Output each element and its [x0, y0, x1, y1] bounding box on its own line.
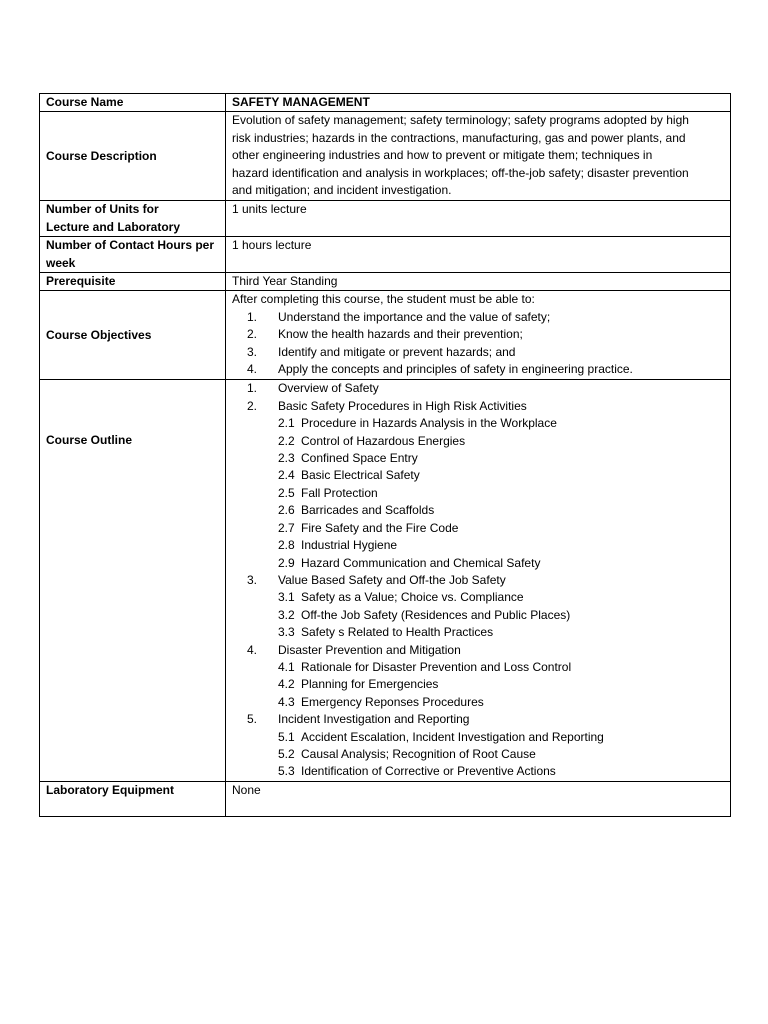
outline-section: [232, 398, 724, 415]
objective-number: 3.: [246, 344, 257, 359]
outline-subitem-text: Fall Protection: [301, 485, 378, 500]
outline-subitem-text: Planning for Emergencies: [301, 677, 439, 692]
outline-subitem-text: Rationale for Disaster Prevention and Loss Control: [301, 659, 572, 674]
description-line: risk industries; hazards in the contractions, manufacturing, gas and power plants, and: [232, 130, 686, 145]
outline-subitem-number: 3.3: [278, 625, 295, 640]
course-name-label: Course Name: [40, 94, 226, 112]
contact-hours-label: [40, 237, 226, 273]
units-label: [40, 201, 226, 237]
outline-section: [232, 380, 724, 397]
outline-subitem-number: 5.3: [278, 764, 295, 779]
lab-equipment-label: Laboratory Equipment: [40, 781, 226, 816]
objective-text: Understand the importance and the value of safety;: [278, 309, 551, 324]
outline-subitem: [232, 694, 724, 711]
outline-subitem-text: Safety as a Value; Choice vs. Compliance: [301, 590, 524, 605]
row-contact-hours: [40, 237, 731, 273]
outline-subitem-text: Causal Analysis; Recognition of Root Cause: [301, 746, 536, 761]
outline-subitem-text: Off-the Job Safety (Residences and Public Places): [301, 607, 571, 622]
outline-subitem-number: 3.1: [278, 590, 295, 605]
outline-subitem-text: Basic Electrical Safety: [301, 468, 420, 483]
outline-subitem: [232, 659, 724, 676]
outline-subitem-number: 4.2: [278, 677, 295, 692]
description-line: other engineering industries and how to prevent or mitigate them; techniques in: [232, 148, 653, 163]
outline-subitem-number: 4.1: [278, 659, 295, 674]
units-label-line: Number of Units for: [46, 202, 159, 217]
course-name-value: SAFETY MANAGEMENT: [226, 94, 731, 112]
course-description-value: [226, 112, 731, 201]
row-lab-equipment: [40, 781, 731, 816]
contact-hours-label-line: week: [46, 255, 76, 270]
course-syllabus-table: [39, 93, 731, 817]
outline-subitem: [232, 520, 724, 537]
outline-subitem: [232, 433, 724, 450]
outline-subitem-text: Barricades and Scaffolds: [301, 503, 435, 518]
contact-hours-label-line: Number of Contact Hours per: [46, 238, 215, 253]
row-course-objectives: [40, 291, 731, 380]
contact-hours-value: 1 hours lecture: [226, 237, 731, 273]
outline-section-number: 5.: [246, 712, 257, 727]
outline-section-number: 1.: [246, 381, 257, 396]
objective-number: 4.: [246, 362, 257, 377]
outline-subitem-text: Emergency Reponses Procedures: [301, 694, 484, 709]
course-outline-label-text: Course Outline: [46, 433, 133, 448]
outline-subitem-number: 2.7: [278, 520, 295, 535]
outline-subitem-number: 2.8: [278, 538, 295, 553]
outline-section-title: Overview of Safety: [278, 381, 379, 396]
objective-number: 1.: [246, 309, 257, 324]
outline-subitem: [232, 450, 724, 467]
course-outline-value: [226, 380, 731, 781]
outline-subitem: [232, 624, 724, 641]
outline-section-number: 3.: [246, 572, 257, 587]
outline-section: [232, 572, 724, 589]
outline-section-title: Incident Investigation and Reporting: [278, 712, 470, 727]
outline-subitem: [232, 763, 724, 780]
course-description-label: Course Description: [40, 112, 226, 201]
outline-subitem-text: Hazard Communication and Chemical Safety: [301, 555, 541, 570]
outline-subitem-number: 2.9: [278, 555, 295, 570]
outline-section: [232, 642, 724, 659]
outline-section: [232, 711, 724, 728]
course-outline-label: [40, 380, 226, 781]
outline-section-title: Value Based Safety and Off-the Job Safety: [278, 572, 506, 587]
outline-section-number: 4.: [246, 642, 257, 657]
outline-subitem-number: 5.2: [278, 746, 295, 761]
lab-equipment-value: None: [226, 781, 731, 816]
outline-subitem: [232, 555, 724, 572]
row-course-name: [40, 94, 731, 112]
objective-number: 2.: [246, 327, 257, 342]
outline-section-title: Basic Safety Procedures in High Risk Activities: [278, 398, 527, 413]
objective-item: [232, 309, 724, 326]
row-course-outline: [40, 380, 731, 781]
outline-section-number: 2.: [246, 398, 257, 413]
outline-subitem-text: Safety s Related to Health Practices: [301, 625, 494, 640]
row-prerequisite: [40, 273, 731, 291]
outline-subitem-text: Procedure in Hazards Analysis in the Workplace: [301, 416, 557, 431]
outline-subitem: [232, 537, 724, 554]
course-objectives-label: Course Objectives: [40, 291, 226, 380]
outline-subitem: [232, 746, 724, 763]
objective-item: [232, 361, 724, 378]
outline-subitem-number: 4.3: [278, 694, 295, 709]
description-line: and mitigation; and incident investigation.: [232, 183, 452, 198]
outline-subitem: [232, 415, 724, 432]
outline-subitem: [232, 589, 724, 606]
objective-text: Identify and mitigate or prevent hazards; and: [278, 344, 516, 359]
row-course-description: [40, 112, 731, 201]
outline-subitem: [232, 676, 724, 693]
description-line: hazard identification and analysis in workplaces; off-the-job safety; disaster prevention: [232, 165, 689, 180]
outline-subitem-text: Accident Escalation, Incident Investigation and Reporting: [301, 729, 604, 744]
outline-subitem-number: 2.3: [278, 451, 295, 466]
outline-subitem-number: 2.4: [278, 468, 295, 483]
outline-subitem-text: Industrial Hygiene: [301, 538, 398, 553]
outline-subitem-text: Confined Space Entry: [301, 451, 418, 466]
outline-subitem: [232, 502, 724, 519]
objectives-intro: After completing this course, the student must be able to:: [232, 292, 535, 307]
units-label-line: Lecture and Laboratory: [46, 219, 181, 234]
outline-subitem-number: 5.1: [278, 729, 295, 744]
row-units: [40, 201, 731, 237]
prerequisite-value: Third Year Standing: [226, 273, 731, 291]
prerequisite-label: Prerequisite: [40, 273, 226, 291]
outline-subitem-text: Fire Safety and the Fire Code: [301, 520, 459, 535]
objective-item: [232, 326, 724, 343]
outline-subitem: [232, 485, 724, 502]
objective-text: Apply the concepts and principles of safety in engineering practice.: [278, 362, 633, 377]
course-objectives-value: [226, 291, 731, 380]
outline-section-title: Disaster Prevention and Mitigation: [278, 642, 461, 657]
outline-subitem-number: 2.6: [278, 503, 295, 518]
outline-subitem-number: 2.2: [278, 433, 295, 448]
outline-subitem-text: Identification of Corrective or Preventive Actions: [301, 764, 556, 779]
outline-subitem: [232, 607, 724, 624]
outline-subitem: [232, 729, 724, 746]
units-value: 1 units lecture: [226, 201, 731, 237]
outline-subitem-number: 3.2: [278, 607, 295, 622]
outline-subitem-number: 2.1: [278, 416, 295, 431]
outline-subitem-text: Control of Hazardous Energies: [301, 433, 466, 448]
description-line: Evolution of safety management; safety terminology; safety programs adopted by high: [232, 113, 689, 128]
outline-subitem: [232, 467, 724, 484]
outline-subitem-number: 2.5: [278, 485, 295, 500]
objective-item: [232, 344, 724, 361]
objective-text: Know the health hazards and their prevention;: [278, 327, 523, 342]
